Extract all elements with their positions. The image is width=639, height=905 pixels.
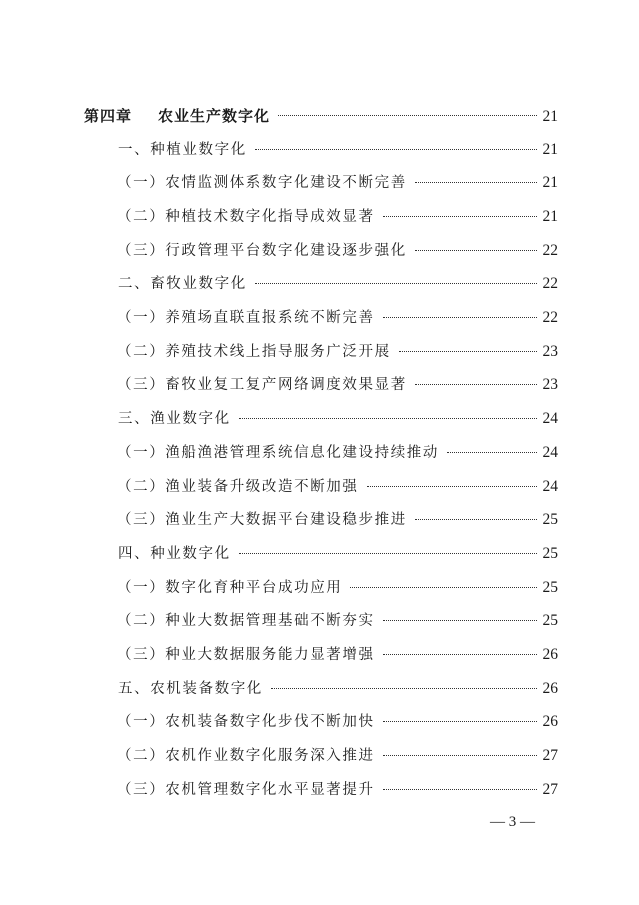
dot-leader [383,788,537,790]
toc-page-number: 24 [542,410,558,428]
toc-page-number: 21 [542,207,558,225]
toc-page-number: 26 [542,679,558,697]
toc-page-number: 22 [542,309,558,326]
toc-entry-label: 四、种业数字化 [118,545,231,562]
dot-leader [383,653,537,655]
dot-leader [350,586,536,588]
toc-section-line[interactable] [118,677,558,701]
toc-page-number: 23 [542,342,558,360]
toc-entry-label: （二）养殖技术线上指导服务广泛开展 [117,343,391,360]
toc-subsection-line[interactable] [117,306,558,330]
toc-page-number: 25 [542,544,558,562]
toc-subsection-line[interactable] [117,441,558,465]
toc-subsection-line[interactable] [117,744,558,768]
toc-subsection-line[interactable] [117,340,558,364]
dot-leader [271,687,537,689]
toc-entry-label: （二）渔业装备升级改造不断加强 [117,478,359,495]
toc-page-number: 25 [542,511,558,529]
toc-entry-label: （二）农机作业数字化服务深入推进 [117,748,375,765]
dot-leader [415,181,537,183]
toc-chapter-line[interactable] [84,104,558,128]
toc-page-number: 21 [542,140,558,158]
toc-entry-label: （一）养殖场直联直报系统不断完善 [117,310,375,326]
toc-page-number: 24 [542,443,558,461]
toc-chapter-label [84,104,270,128]
toc-entry-label: 五、农机装备数字化 [118,680,263,697]
toc-entry-label: （一）农机装备数字化步伐不断加快 [117,714,375,731]
toc-subsection-line[interactable] [117,508,558,532]
toc-page-number: 21 [542,108,558,125]
toc-subsection-line[interactable] [117,710,558,734]
dot-leader [383,619,537,621]
toc-entry-label: （三）农机管理数字化水平显著提升 [117,781,375,798]
toc-subsection-line[interactable] [117,239,558,263]
toc-subsection-line[interactable] [117,609,558,633]
toc-section-line[interactable] [118,407,558,431]
toc-page-number: 25 [542,612,558,630]
toc-page-number: 25 [542,578,558,596]
toc-subsection-line[interactable] [117,643,558,667]
chapter-title: 农业生产数字化 [158,107,271,125]
toc-section-line[interactable] [118,138,558,162]
dot-leader [239,552,537,554]
toc-subsection-line[interactable] [117,576,558,600]
toc-entry-label: 三、渔业数字化 [118,411,231,428]
toc-section-line[interactable] [118,542,558,566]
dot-leader [415,383,537,385]
toc-page-number: 21 [542,174,558,192]
toc-entry-label: （二）种植技术数字化指导成效显著 [117,208,375,225]
toc-page-number: 27 [542,747,558,765]
toc-entry-label: （三）行政管理平台数字化建设逐步强化 [117,242,407,259]
toc-entry-label: （三）渔业生产大数据平台建设稳步推进 [117,512,407,529]
dot-leader [415,518,537,520]
toc-subsection-line[interactable] [117,475,558,499]
dot-leader [383,316,537,318]
toc-entry-label: （三）种业大数据服务能力显著增强 [117,647,375,663]
dot-leader [367,485,537,487]
toc-entry-label: （一）渔船渔港管理系统信息化建设持续推动 [117,444,439,461]
toc-entry-label: （一）农情监测体系数字化建设不断完善 [117,175,407,192]
dot-leader [383,215,537,217]
dot-leader [278,114,536,116]
dot-leader [255,148,537,150]
dot-leader [255,282,537,284]
toc-page-number: 26 [542,646,558,663]
dot-leader [415,249,537,251]
toc-entry-label: 一、种植业数字化 [118,141,247,158]
toc-page-number: 23 [542,376,558,394]
toc-entry-label: （二）种业大数据管理基础不断夯实 [117,613,375,630]
dot-leader [239,417,537,419]
page-footer-number: — 3 — [490,814,535,830]
toc-entry-label: （一）数字化育种平台成功应用 [117,579,343,596]
toc-page-number: 26 [542,713,558,731]
toc-entry-label: （三）畜牧业复工复产网络调度效果显著 [117,377,407,394]
toc-subsection-line[interactable] [117,778,558,802]
dot-leader [383,720,537,722]
toc-page-number: 22 [542,275,558,293]
dot-leader [447,451,537,453]
toc-page-number: 27 [542,780,558,798]
toc-subsection-line[interactable] [117,205,558,229]
toc-entry-label: 二、畜牧业数字化 [118,276,247,293]
chapter-number: 第四章 [84,107,133,125]
toc-page-number: 22 [542,241,558,259]
dot-leader [399,350,537,352]
toc-page-number: 24 [542,477,558,495]
toc-section-line[interactable] [118,272,558,296]
toc-subsection-line[interactable] [117,171,558,195]
toc-subsection-line[interactable] [117,373,558,397]
dot-leader [383,754,537,756]
